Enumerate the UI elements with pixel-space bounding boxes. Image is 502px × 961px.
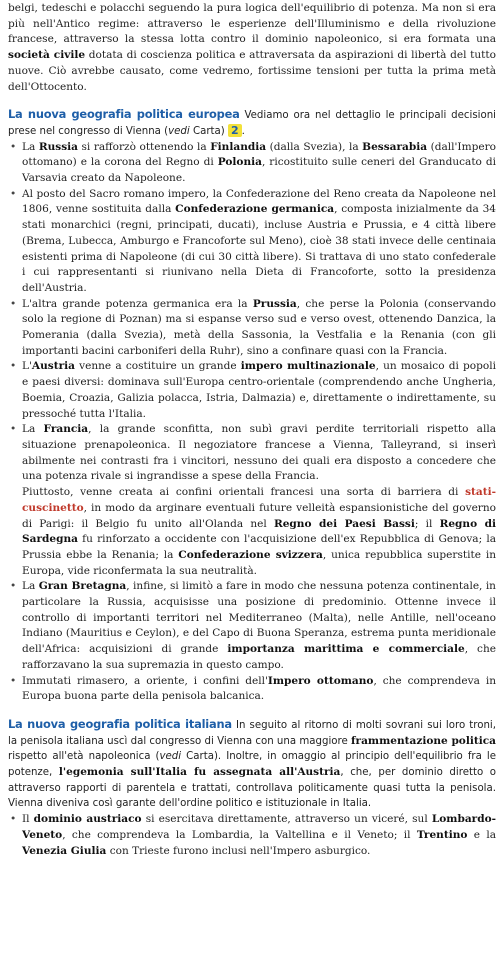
intro-paragraph bbox=[8, 1, 496, 95]
section-lead-paragraph bbox=[8, 107, 496, 139]
text: belgi, tedeschi e polacchi seguendo la pura logica dell'equilibrio di potenza. Ma non si era più nell'Antico regime: attraverso le esperienze dell'Illuminismo e della rivoluzione francese, attraverso la stessa lotta contro il dominio napoleonico, si era formata una bbox=[8, 2, 496, 46]
list-item: • La Francia, la grande sconfitta, non subì gravi perdite territoriali rispetto alla situazione prenapoleonica. Il negoziatore francese a Vienna, Talleyrand, si inserì abilmente nei contrasti fra i vincitori, nessuno dei quali era disposto a concedere che una potenza rivale si ingrandisse a spese della Francia. bbox=[8, 422, 496, 485]
text: . bbox=[241, 124, 245, 137]
textbook-page bbox=[0, 1, 502, 859]
section-europe bbox=[8, 107, 496, 705]
section-lead-paragraph: La nuova geografia politica italiana In seguito al ritorno di molti sovrani sui loro troni, la penisola italiana uscì dal congresso di Vienna con una maggiore frammentazione politica rispetto all'età napoleonica (vedi Carta). Inoltre, in omaggio al principio dell'equilibrio fra le potenze, l'egemonia sull'Italia fu assegnata all'Austria, che, per dominio diretto o attraverso rapporti di parentela e trattati, controllava politicamente quasi tutta la penisola. Vienna diveniva così garante dell'ordine politico e istituzionale in Italia. bbox=[8, 716, 497, 810]
italy-list bbox=[8, 812, 496, 859]
list-item: • Al posto del Sacro romano impero, la Confederazione del Reno creata da Napoleone nel 1806, venne sostituita dalla Confederazione germanica, composta inizialmente da 34 stati monarchici (regni, principati, ducati), incluse Austria e Prussia, e 4 città libere (Brema, Lubecca, Amburgo e Francoforte sul Meno), cioè 38 stati invece delle centinaia esistenti prima di Napoleone (di cui 30 città libere). Si trattava di uno stato confederale i cui rappresentanti si riunivano nella Dieta di Francoforte, sotto la presidenza dell'Austria. bbox=[8, 187, 496, 297]
list-item: • L'Austria venne a costituire un grande impero multinazionale, un mosaico di popoli e paesi diversi: dominava sull'Europa centro-orientale (comprendendo anche Ungheria, Boemia, Croazia, Galizia polacca, Istria, Dalmazia) e, direttamente o indirettamente, su pressoché tutta l'Italia. bbox=[8, 359, 496, 422]
list-item: • La Gran Bretagna, infine, si limitò a fare in modo che nessuna potenza continentale, in particolare la Russia, acquisisse una posizione di predominio. Ottenne invece il controllo di importanti territori nel Mediterraneo (Malta), nelle Antille, nell'oceano Indiano (Mauritius e Ceylon), e del Capo di Buona Speranza, estrema punta meridionale dell'Africa: acquisizioni di grande importanza marittima e commerciale, che rafforzavano la sua supremazia in questo campo. bbox=[8, 579, 496, 673]
map-reference-badge[interactable]: 2 bbox=[228, 124, 242, 137]
highlighted-term: stati-cuscinetto bbox=[22, 486, 496, 514]
text: vedi bbox=[168, 125, 190, 137]
section-heading: La nuova geografia politica europea bbox=[8, 107, 240, 122]
decisions-list-continued bbox=[8, 579, 496, 705]
list-item: • Immutati rimasero, a oriente, i confini dell'Impero ottomano, che comprendeva in Europa buona parte della penisola balcanica. bbox=[8, 674, 496, 705]
list-item: • L'altra grande potenza germanica era la Prussia, che perse la Polonia (conservando solo la regione di Poznan) ma si espanse verso sud e verso ovest, ottenendo Danzica, la Pomerania (dalla Svezia), metà della Sassonia, la Vestfalia e la Renania (con gli importanti bacini carboniferi della Ruhr), sino a confinare quasi con la Francia. bbox=[8, 297, 496, 360]
section-heading: La nuova geografia politica italiana bbox=[8, 716, 232, 731]
decisions-list bbox=[8, 140, 496, 485]
text: Carta) bbox=[189, 125, 228, 137]
list-item: • La Russia si rafforzò ottenendo la Finlandia (dalla Svezia), la Bessarabia (dall'Impero ottomano) e la corona del Regno di Polonia, ricostituito sulle ceneri del Granducato di Varsavia creato da Napoleone. bbox=[8, 140, 496, 187]
text: Vediamo ora nel dettaglio le principali decisioni prese nel congresso di Vienna ( bbox=[8, 110, 496, 137]
bold-term: società civile bbox=[8, 49, 86, 62]
list-item: • Il dominio austriaco si esercitava direttamente, attraverso un viceré, sul Lombardo-Veneto, che comprendeva la Lombardia, la Valtellina e il Veneto; il Trentino e la Venezia Giulia con Trieste furono inclusi nell'Impero asburgico. bbox=[8, 812, 496, 859]
text: dotata di coscienza politica e attraversata da aspirazioni di libertà del tutto nuove. Ciò avrebbe causato, come vedremo, fortissime tensioni per tutta la prima metà dell'Ottocento. bbox=[8, 49, 496, 93]
continuation-paragraph: Piuttosto, venne creata ai confini orientali francesi una sorta di barriera di stati-cuscinetto, in modo da arginare eventuali future velleità espansionistiche del governo di Parigi: il Belgio fu unito all'Olanda nel Regno dei Paesi Bassi; il Regno di Sardegna fu rinforzato a occidente con l'acquisizione dell'ex Repubblica di Genova; la Prussia ebbe la Renania; la Confederazione svizzera, unica repubblica superstite in Europa, vide riconfermata la sua neutralità. bbox=[22, 486, 497, 577]
section-italy bbox=[8, 717, 496, 859]
